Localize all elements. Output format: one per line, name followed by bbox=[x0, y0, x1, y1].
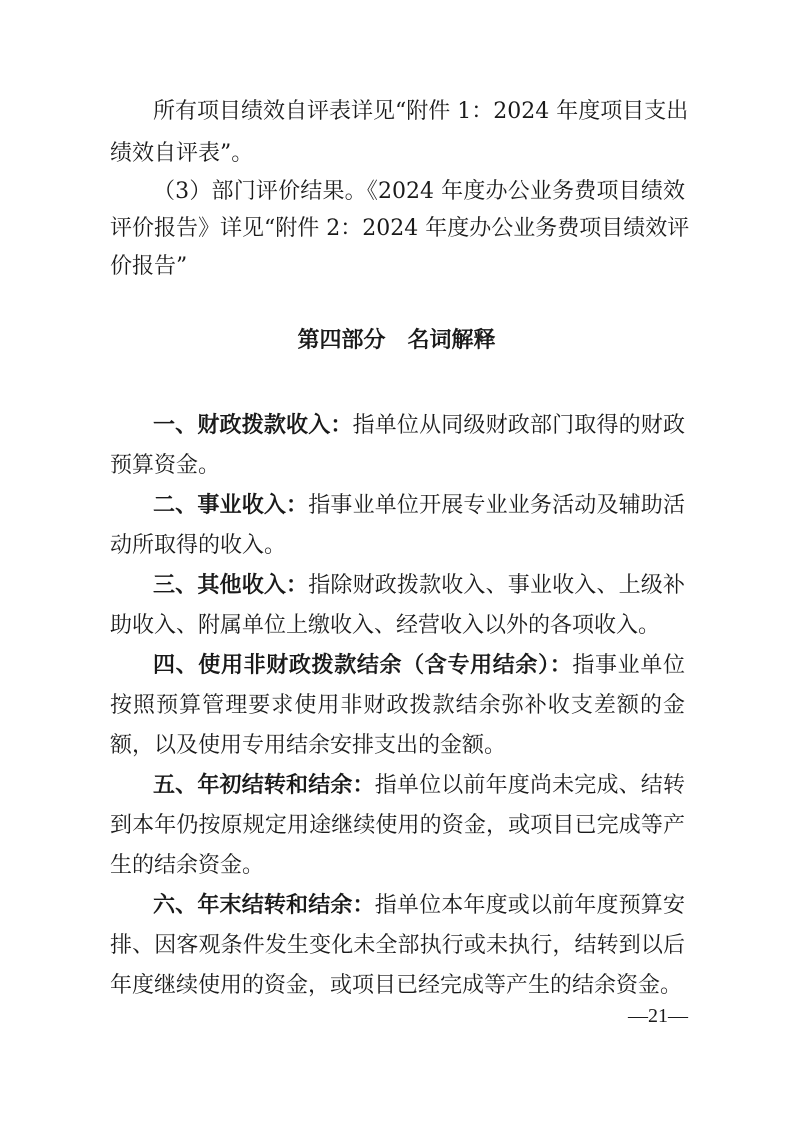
definition-line: 年度继续使用的资金，或项目已经完成等产生的结余资金。 bbox=[110, 973, 683, 998]
definition-text: 指单位本年度或以前年度预算安 bbox=[374, 893, 685, 918]
definition-line: 按照预算管理要求使用非财政拨款结余弥补收支差额的金 bbox=[110, 693, 685, 718]
definition-line bbox=[153, 652, 685, 680]
paragraph-line: 所有项目绩效自评表详见“附件 1：2024 年度项目支出 bbox=[153, 99, 689, 124]
definition-text: 指单位从同级财政部门取得的财政 bbox=[352, 413, 685, 438]
definition-line bbox=[153, 412, 685, 440]
definition-line: 到本年仍按原规定用途继续使用的资金，或项目已完成等产 bbox=[110, 813, 685, 838]
definition-term: 三、其他收入： bbox=[153, 573, 309, 598]
paragraph-line: 评价报告》详见“附件 2：2024 年度办公业务费项目绩效评 bbox=[110, 216, 690, 241]
paragraph-line: 价报告” bbox=[110, 254, 188, 279]
definition-line bbox=[153, 892, 685, 920]
section-heading: 第四部分 名词解释 bbox=[297, 328, 496, 353]
definition-term: 六、年末结转和结余： bbox=[153, 893, 375, 918]
definition-text: 指事业单位开展专业业务活动及辅助活 bbox=[308, 493, 685, 518]
definition-line: 预算资金。 bbox=[110, 453, 221, 478]
definition-term: 二、事业收入： bbox=[153, 493, 309, 518]
definition-line: 生的结余资金。 bbox=[110, 853, 265, 878]
definition-line: 额，以及使用专用结余安排支出的金额。 bbox=[110, 733, 507, 758]
paragraph-line: （3）部门评价结果。《2024 年度办公业务费项目绩效 bbox=[153, 179, 685, 204]
definition-line bbox=[153, 772, 685, 800]
definition-text: 指单位以前年度尚未完成、结转 bbox=[374, 773, 685, 798]
definition-line: 助收入、附属单位上缴收入、经营收入以外的各项收入。 bbox=[110, 613, 661, 638]
definition-term: 五、年初结转和结余： bbox=[153, 773, 375, 798]
definition-term: 四、使用非财政拨款结余（含专用结余）： bbox=[153, 653, 573, 678]
paragraph-line: 绩效自评表”。 bbox=[110, 141, 254, 166]
definition-line bbox=[153, 492, 685, 520]
definition-line: 动所取得的收入。 bbox=[110, 533, 287, 558]
definition-text: 指事业单位 bbox=[572, 653, 685, 678]
definition-text: 指除财政拨款收入、事业收入、上级补 bbox=[308, 573, 685, 598]
definition-line bbox=[153, 572, 685, 600]
page-number: —21— bbox=[628, 1005, 688, 1027]
definition-term: 一、财政拨款收入： bbox=[153, 413, 353, 438]
definition-line: 排、因客观条件发生变化未全部执行或未执行，结转到以后 bbox=[110, 933, 685, 958]
